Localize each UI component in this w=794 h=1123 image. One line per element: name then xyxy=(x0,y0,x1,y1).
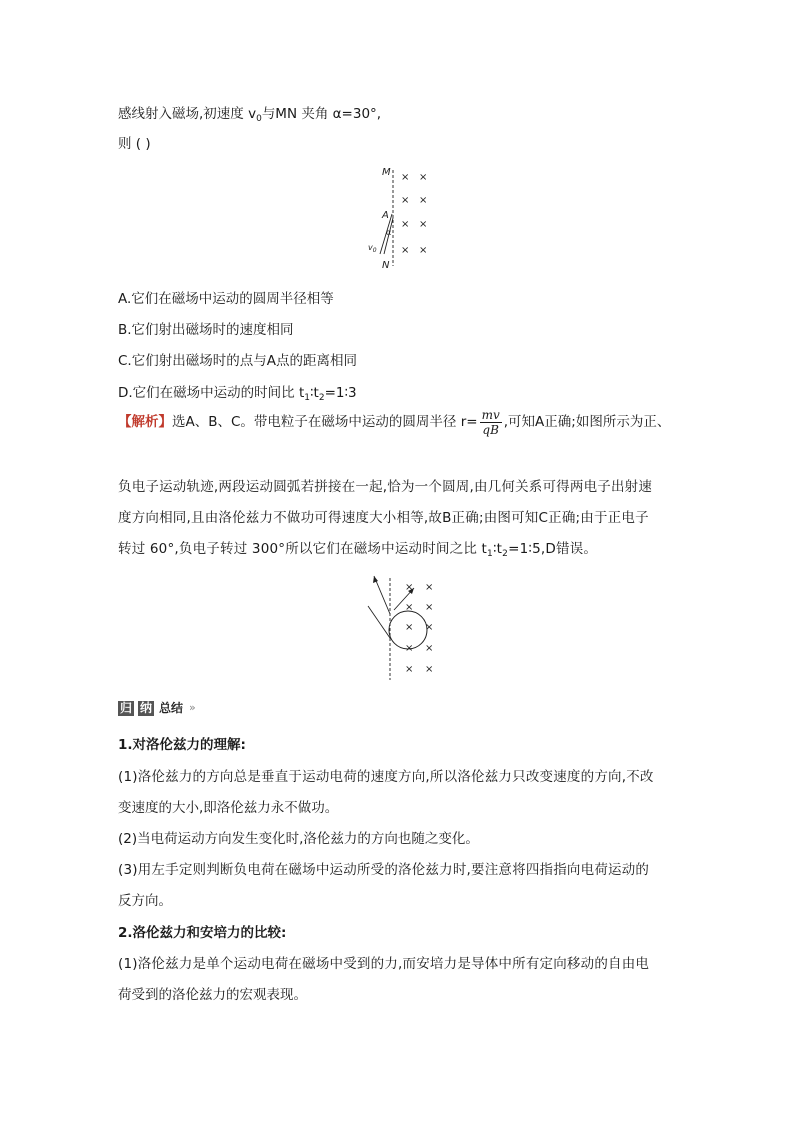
badge-arrow-icon: » xyxy=(189,701,196,714)
field-cross: × xyxy=(405,602,414,613)
field-cross: × xyxy=(425,622,434,633)
field-cross: × xyxy=(425,602,434,613)
label-M: M xyxy=(382,167,391,178)
summary-heading-2: 2.洛伦兹力和安培力的比较: xyxy=(118,925,287,941)
summary-item-1b: 变速度的大小,即洛伦兹力永不做功。 xyxy=(118,800,339,816)
field-cross: × xyxy=(405,664,414,675)
option-b: B.它们射出磁场时的速度相同 xyxy=(118,322,294,338)
question-stem-line-2: 则 ( ) xyxy=(118,136,151,152)
field-cross: × xyxy=(405,582,414,593)
analysis-tag: 【解析】 xyxy=(118,414,172,430)
label-v0: $v_0$ xyxy=(368,243,377,254)
summary-item-4b: 荷受到的洛伦兹力的宏观表现。 xyxy=(118,987,307,1003)
field-cross: × xyxy=(425,664,434,675)
field-cross: × xyxy=(401,195,410,206)
field-cross: × xyxy=(425,582,434,593)
option-a: A.它们在磁场中运动的圆周半径相等 xyxy=(118,291,334,307)
field-cross: × xyxy=(401,172,410,183)
label-N: N xyxy=(382,260,390,270)
field-cross: × xyxy=(401,219,410,230)
field-cross: × xyxy=(425,643,434,654)
analysis-line-4: 转过 60°,负电子转过 300°所以它们在磁场中运动时间之比 $t_1∶t_2=1∶5,D$错误。 xyxy=(118,541,598,559)
field-cross: × xyxy=(401,245,410,256)
field-cross: × xyxy=(419,172,428,183)
field-cross: × xyxy=(419,245,428,256)
summary-item-3b: 反方向。 xyxy=(118,893,172,909)
badge-char-2: 纳 xyxy=(140,701,153,715)
option-c: C.它们射出磁场时的点与A点的距离相同 xyxy=(118,353,357,369)
label-A: A xyxy=(382,210,389,221)
badge-char-1: 归 xyxy=(120,701,133,715)
summary-item-4a: (1)洛伦兹力是单个运动电荷在磁场中受到的力,而安培力是导体中所有定向移动的自由电 xyxy=(118,956,650,972)
field-cross: × xyxy=(419,195,428,206)
radius-fraction: $\frac{mv}{qB}$ xyxy=(481,407,500,437)
analysis-line-1: 【解析】选A、B、C。带电粒子在磁场中运动的圆周半径 r= $\frac{mv}{qB}$ ,可知A正确;如图所示为正、 xyxy=(118,407,671,437)
option-d: D.它们在磁场中运动的时间比 $t_1∶t_2=1∶3$ xyxy=(118,385,357,403)
summary-item-2: (2)当电荷运动方向发生变化时,洛伦兹力的方向也随之变化。 xyxy=(118,831,479,847)
analysis-line-2: 负电子运动轨迹,两段运动圆弧若拼接在一起,恰为一个圆周,由几何关系可得两电子出射速 xyxy=(118,479,653,495)
label-alpha: α xyxy=(386,228,392,237)
field-cross: × xyxy=(405,622,414,633)
summary-heading-1: 1.对洛伦兹力的理解: xyxy=(118,737,246,753)
question-stem-line-1: 感线射入磁场,初速度 $v_0$与MN 夹角 α=30°, xyxy=(118,106,382,124)
field-cross: × xyxy=(419,219,428,230)
field-cross: × xyxy=(405,643,414,654)
analysis-line-3: 度方向相同,且由洛伦兹力不做功可得速度大小相等,故B正确;由图可知C正确;由于正电子 xyxy=(118,510,649,526)
figure-magnetic-field-boundary xyxy=(360,162,440,270)
summary-item-1a: (1)洛伦兹力的方向总是垂直于运动电荷的速度方向,所以洛伦兹力只改变速度的方向,不改 xyxy=(118,769,654,785)
summary-badge xyxy=(118,699,208,719)
figure-electron-trajectories xyxy=(364,570,444,682)
badge-title: 总结 xyxy=(159,701,184,715)
summary-item-3a: (3)用左手定则判断负电荷在磁场中运动所受的洛伦兹力时,要注意将四指指向电荷运动的 xyxy=(118,862,650,878)
